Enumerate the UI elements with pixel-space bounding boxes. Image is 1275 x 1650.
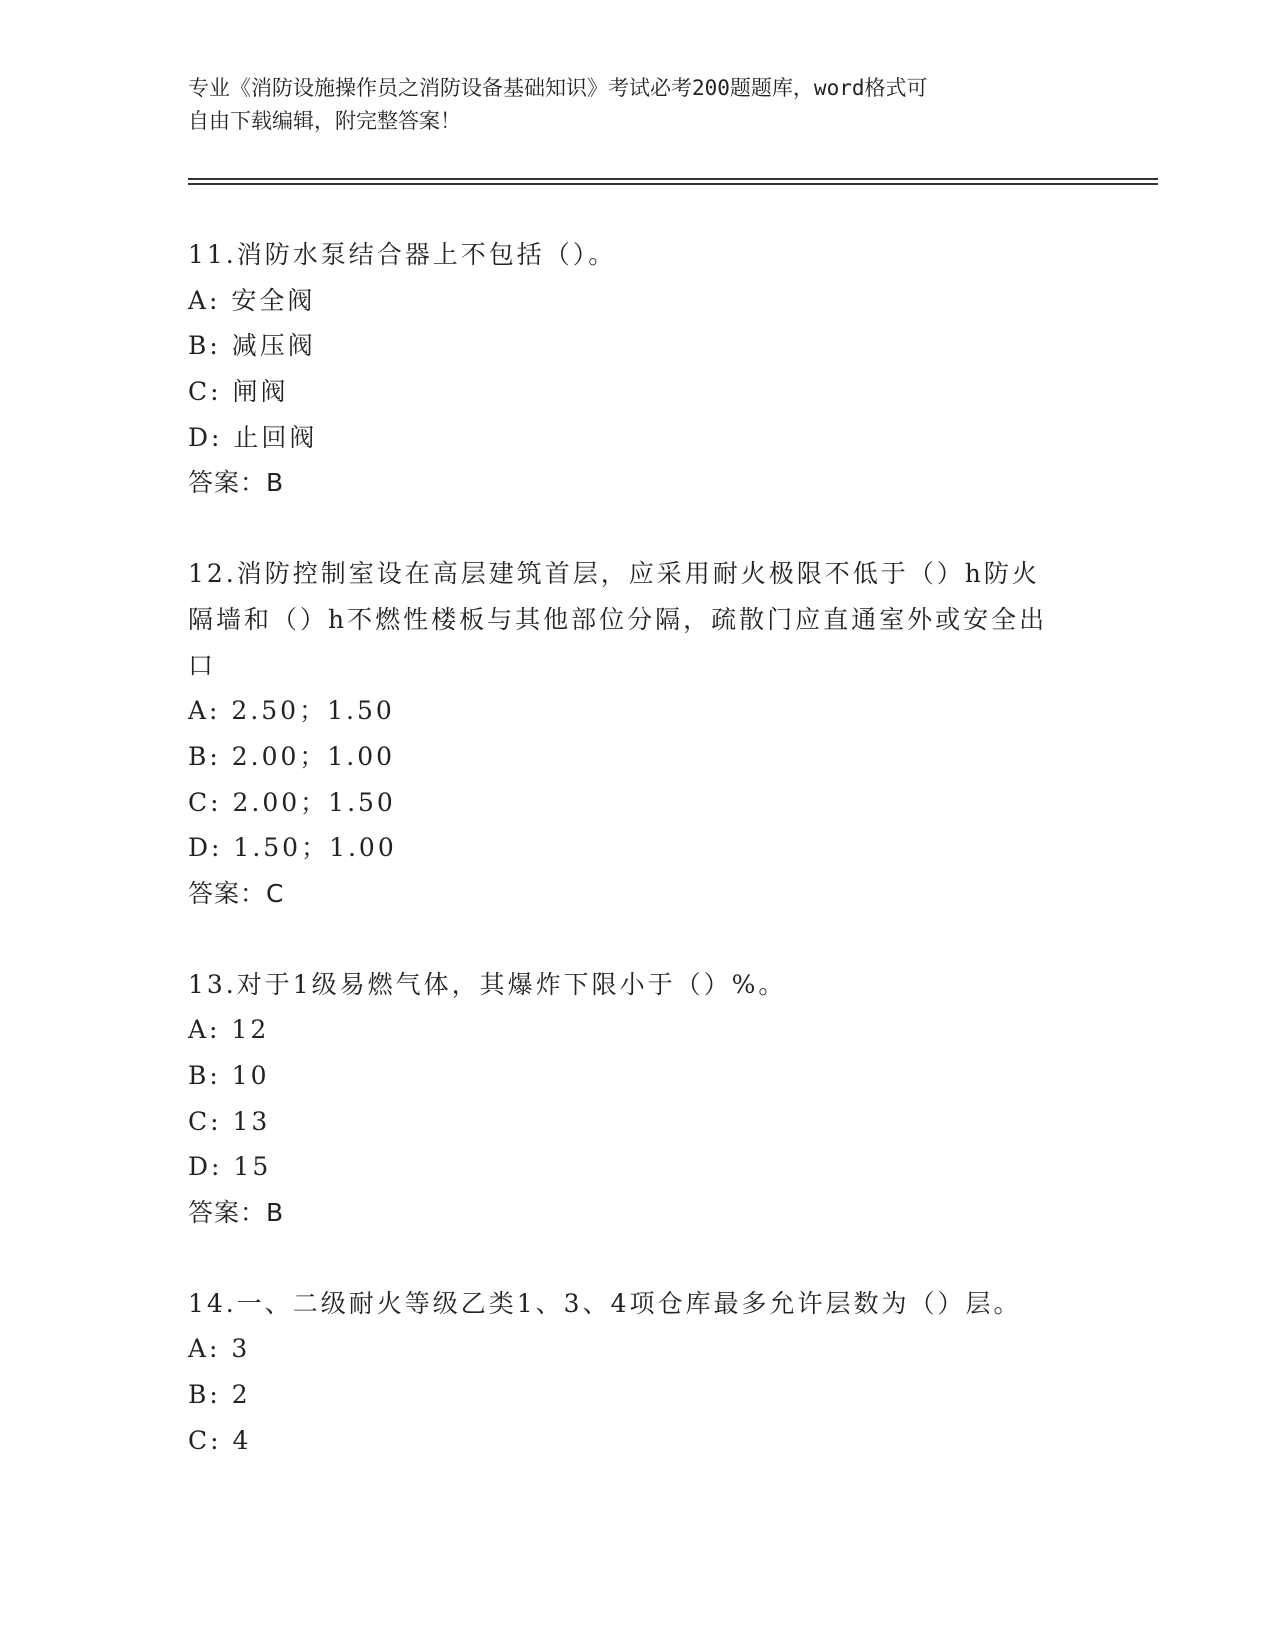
header-divider-top [188, 178, 1158, 180]
question-stem-continued: 口 [188, 650, 217, 680]
question-block [188, 551, 1088, 917]
question-stem: 12.消防控制室设在高层建筑首层，应采用耐火极限不低于（）h防火 [188, 559, 1040, 589]
option-b: B: 2 [188, 1380, 251, 1410]
question-block [188, 232, 1088, 506]
option-a: A: 12 [188, 1015, 270, 1045]
option-a: A: 3 [188, 1334, 251, 1364]
question-stem-continued: 隔墙和（）h不燃性楼板与其他部位分隔，疏散门应直通室外或安全出 [188, 604, 1048, 634]
option-d: D: 止回阀 [188, 422, 318, 452]
option-b: B: 2.00；1.00 [188, 741, 396, 771]
option-b: B: 10 [188, 1061, 270, 1090]
question-stem: 14.一、二级耐火等级乙类1、3、4项仓库最多允许层数为（）层。 [188, 1288, 1022, 1318]
document-header [188, 72, 1088, 138]
question-block [188, 962, 1088, 1236]
question-stem: 11.消防水泵结合器上不包括（）。 [188, 240, 617, 269]
option-a: A: 安全阀 [188, 285, 316, 315]
header-divider-bottom [188, 183, 1158, 185]
option-d: D: 15 [188, 1152, 272, 1182]
option-d: D: 1.50；1.00 [188, 833, 397, 863]
option-b: B: 减压阀 [188, 331, 316, 361]
question-list [188, 232, 1088, 1464]
header-line-2: 自由下载编辑，附完整答案！ [188, 109, 461, 133]
option-a: A: 2.50；1.50 [188, 696, 395, 726]
option-c: C: 2.00；1.50 [188, 787, 396, 817]
option-c: C: 闸阀 [188, 377, 289, 407]
option-c: C: 4 [188, 1425, 252, 1455]
answer: 答案：B [188, 1198, 285, 1228]
option-c: C: 13 [188, 1106, 271, 1136]
question-stem: 13.对于1级易燃气体，其爆炸下限小于（）%。 [188, 969, 787, 999]
header-line-1: 专业《消防设施操作员之消防设备基础知识》考试必考200题题库，word格式可 [188, 76, 928, 100]
answer: 答案：B [188, 468, 285, 498]
question-block [188, 1281, 1088, 1464]
answer: 答案：C [188, 878, 285, 908]
